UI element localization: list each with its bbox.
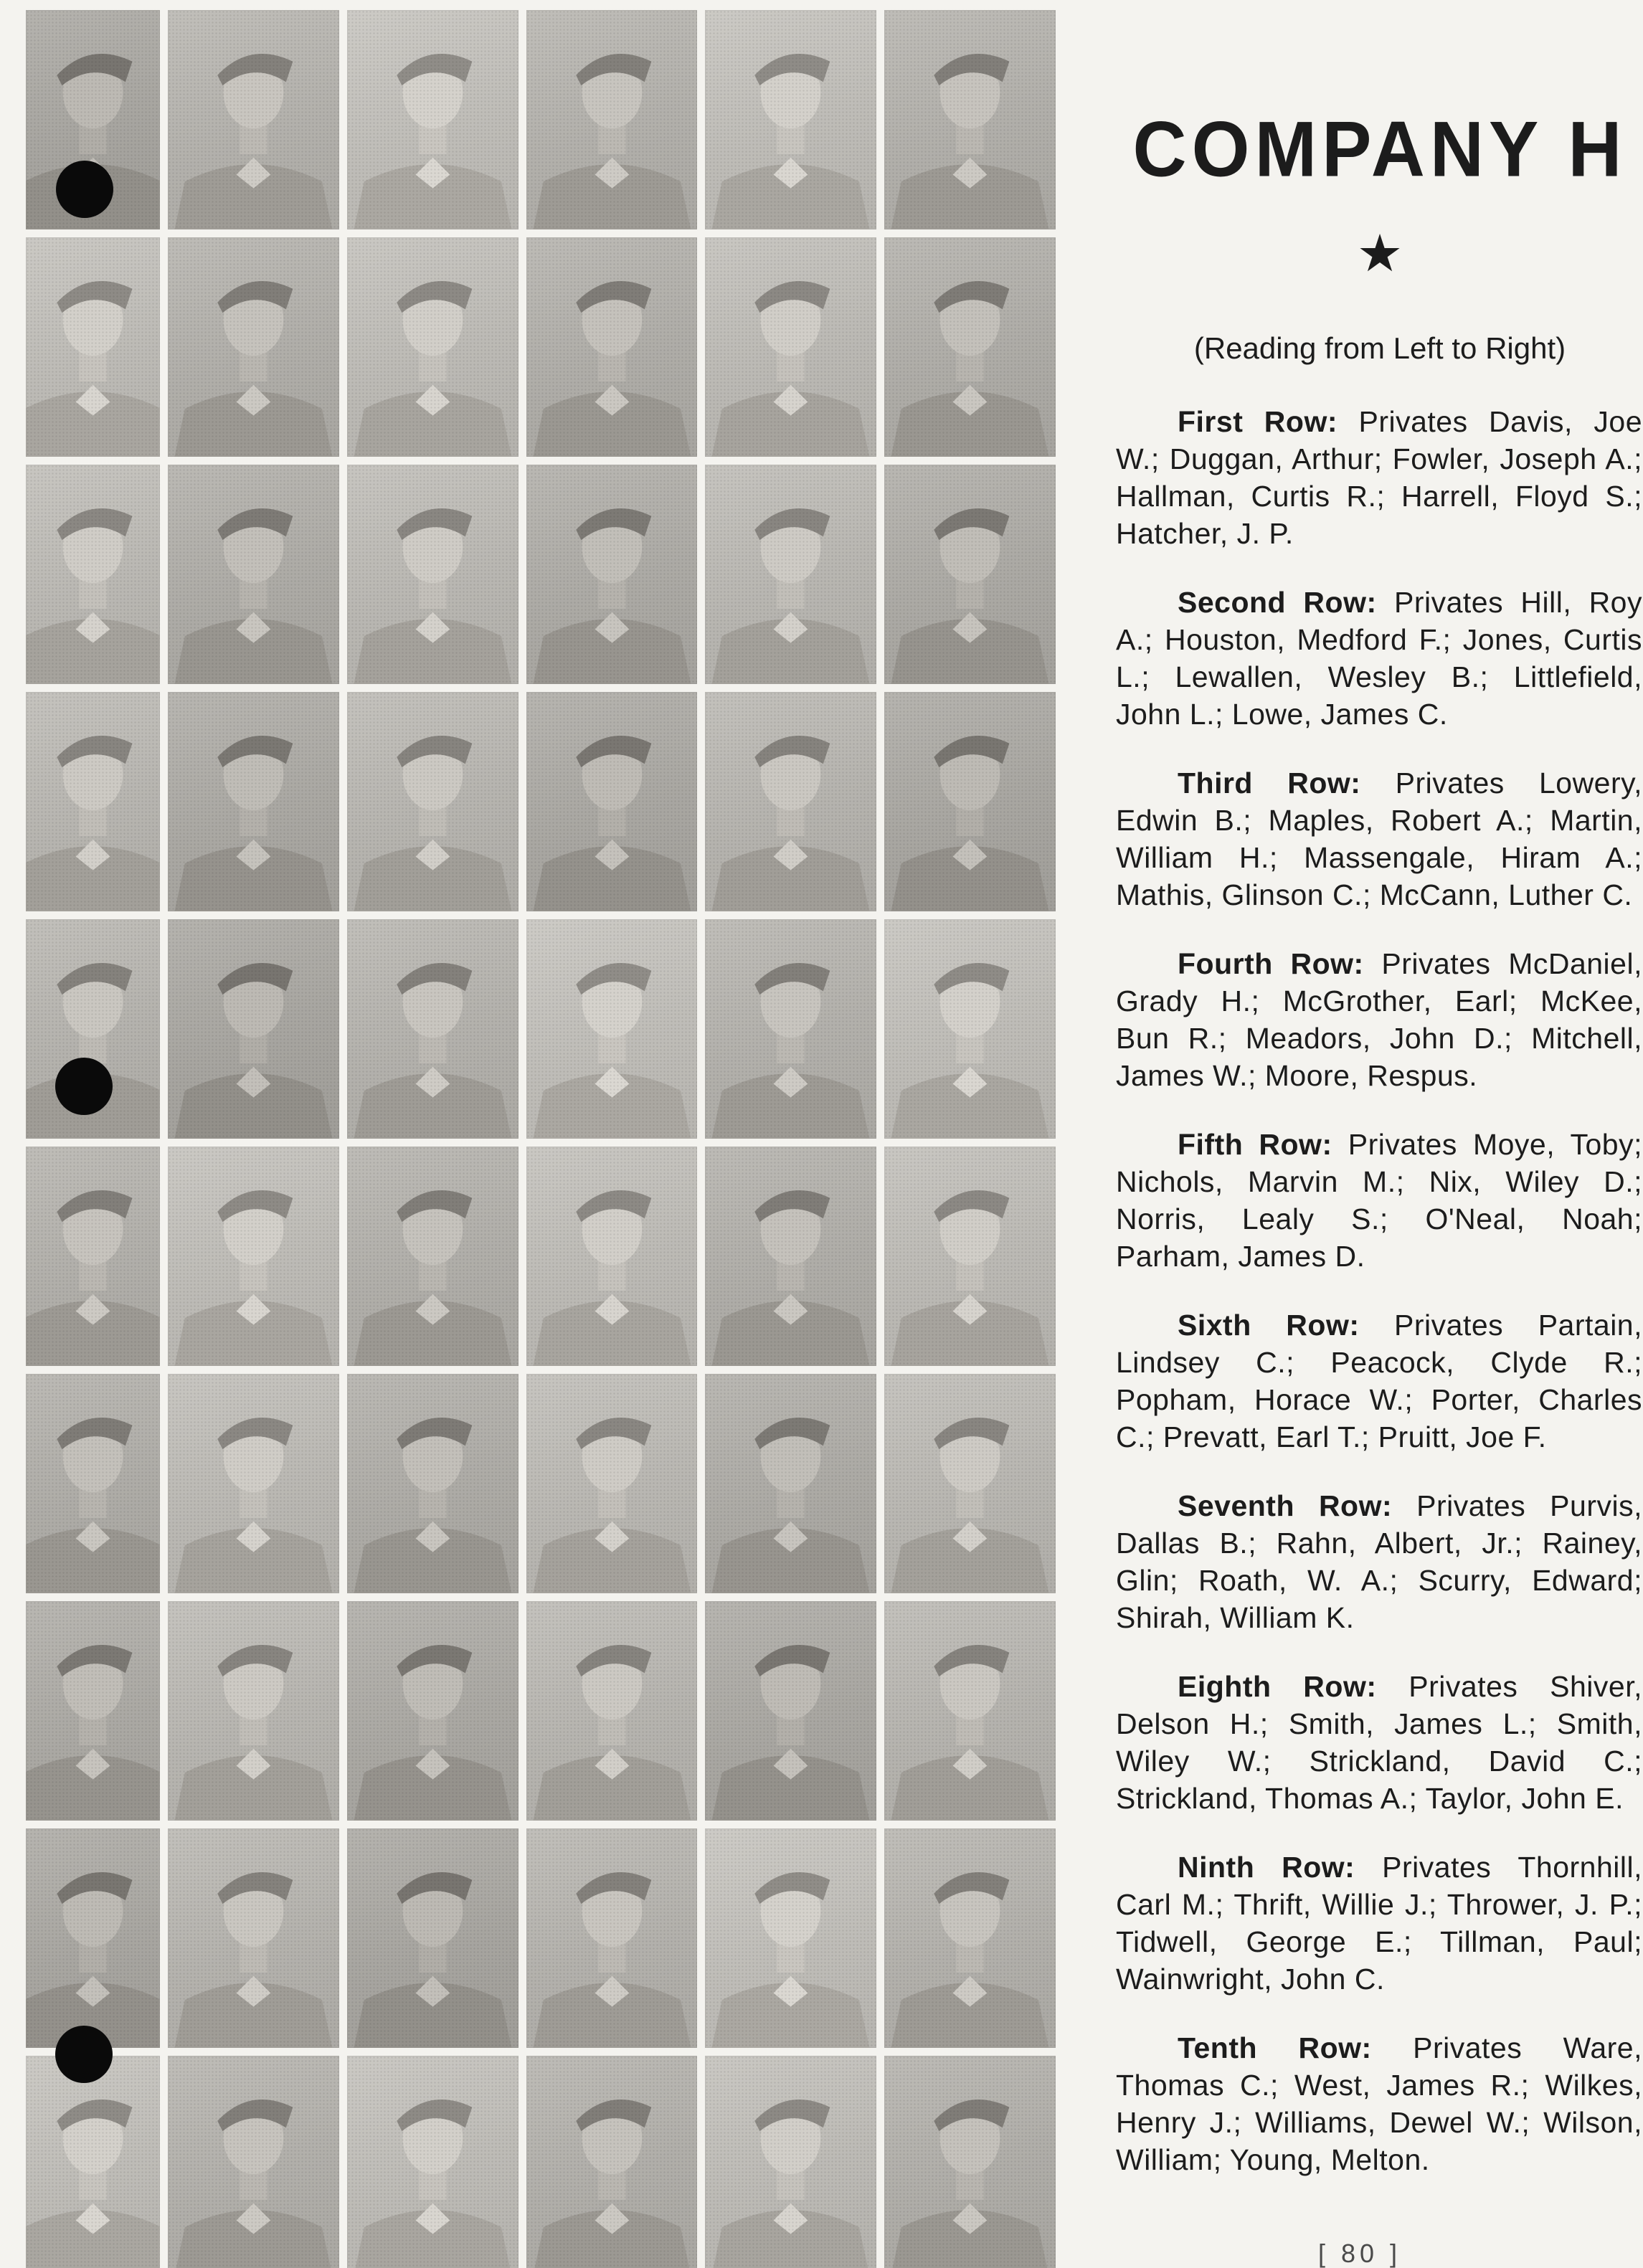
- portrait-photo: [26, 2056, 160, 2268]
- soldier-silhouette-icon: [884, 10, 1056, 229]
- portrait-photo: [168, 237, 339, 457]
- portrait-photo: [884, 237, 1056, 457]
- portrait-photo: [347, 692, 519, 911]
- roster-row-1: [1116, 403, 1642, 552]
- portrait-photo: [884, 919, 1056, 1139]
- soldier-silhouette-icon: [168, 1147, 339, 1366]
- portrait-photo: [26, 1374, 160, 1593]
- soldier-silhouette-icon: [884, 1374, 1056, 1593]
- portrait-photo: [526, 692, 698, 911]
- portrait-photo: [168, 2056, 339, 2268]
- row-label: Third Row:: [1178, 767, 1361, 800]
- soldier-silhouette-icon: [26, 1828, 160, 2048]
- soldier-silhouette-icon: [526, 465, 698, 684]
- soldier-silhouette-icon: [347, 1828, 519, 2048]
- soldier-silhouette-icon: [168, 2056, 339, 2268]
- portrait-photo: [884, 692, 1056, 911]
- row-names: Privates Ware, Thomas C.; West, James R.; Wilkes, Henry J.; Williams, Dewel W.; Wilson, William; Young, Melton.: [1116, 2031, 1642, 2176]
- roster-row-5: [1116, 1126, 1642, 1275]
- portrait-photo: [26, 465, 160, 684]
- portrait-photo: [526, 1828, 698, 2048]
- hole-punch: [55, 2026, 113, 2083]
- soldier-silhouette-icon: [705, 1601, 876, 1821]
- soldier-silhouette-icon: [168, 919, 339, 1139]
- soldier-silhouette-icon: [884, 919, 1056, 1139]
- soldier-silhouette-icon: [26, 1147, 160, 1366]
- soldier-silhouette-icon: [884, 1601, 1056, 1821]
- portrait-photo: [347, 10, 519, 229]
- portrait-photo: [526, 237, 698, 457]
- portrait-photo: [347, 1374, 519, 1593]
- reading-direction-note: (Reading from Left to Right): [1193, 331, 1566, 365]
- soldier-silhouette-icon: [168, 237, 339, 457]
- portrait-photo: [168, 1828, 339, 2048]
- soldier-silhouette-icon: [884, 1828, 1056, 2048]
- row-label: Eighth Row:: [1178, 1670, 1377, 1703]
- soldier-silhouette-icon: [168, 1828, 339, 2048]
- soldier-silhouette-icon: [347, 1601, 519, 1821]
- soldier-silhouette-icon: [526, 692, 698, 911]
- roster-row-10: [1116, 2029, 1642, 2178]
- soldier-silhouette-icon: [884, 1147, 1056, 1366]
- portrait-photo: [884, 465, 1056, 684]
- roster-row-6: [1116, 1306, 1642, 1456]
- soldier-silhouette-icon: [884, 465, 1056, 684]
- portrait-photo: [347, 1828, 519, 2048]
- portrait-photo: [705, 237, 876, 457]
- soldier-silhouette-icon: [705, 919, 876, 1139]
- soldier-silhouette-icon: [347, 1374, 519, 1593]
- portrait-photo: [526, 1601, 698, 1821]
- soldier-silhouette-icon: [168, 692, 339, 911]
- roster-row-7: [1116, 1487, 1642, 1636]
- row-names: Privates Moye, Toby; Nichols, Marvin M.; Nix, Wiley D.; Norris, Lealy S.; O'Neal, Noah; Parham, James D.: [1116, 1128, 1642, 1273]
- page-number: [ 80 ]: [1317, 2239, 1402, 2268]
- portrait-photo: [526, 1147, 698, 1366]
- soldier-silhouette-icon: [347, 2056, 519, 2268]
- portrait-photo: [26, 692, 160, 911]
- portrait-photo: [168, 919, 339, 1139]
- portrait-photo: [526, 1374, 698, 1593]
- portrait-photo: [347, 1147, 519, 1366]
- portrait-photo: [26, 237, 160, 457]
- soldier-silhouette-icon: [705, 10, 876, 229]
- soldier-silhouette-icon: [168, 465, 339, 684]
- portrait-photo: [526, 919, 698, 1139]
- portrait-photo: [168, 1147, 339, 1366]
- portrait-photo: [884, 10, 1056, 229]
- portrait-photo: [884, 1828, 1056, 2048]
- row-label: First Row:: [1178, 405, 1337, 438]
- page-title: COMPANY H: [1132, 106, 1627, 194]
- roster: [1116, 403, 1642, 2210]
- roster-row-9: [1116, 1849, 1642, 1998]
- portrait-photo: [705, 1374, 876, 1593]
- soldier-silhouette-icon: [884, 692, 1056, 911]
- row-label: Fourth Row:: [1178, 947, 1364, 980]
- soldier-silhouette-icon: [347, 919, 519, 1139]
- portrait-photo: [26, 1147, 160, 1366]
- portrait-photo: [705, 10, 876, 229]
- soldier-silhouette-icon: [705, 1374, 876, 1593]
- soldier-silhouette-icon: [705, 2056, 876, 2268]
- row-label: Ninth Row:: [1178, 1851, 1355, 1884]
- portrait-photo: [884, 1147, 1056, 1366]
- roster-row-3: [1116, 764, 1642, 914]
- soldier-silhouette-icon: [884, 237, 1056, 457]
- soldier-silhouette-icon: [526, 10, 698, 229]
- soldier-silhouette-icon: [347, 1147, 519, 1366]
- soldier-silhouette-icon: [26, 1374, 160, 1593]
- soldier-silhouette-icon: [168, 10, 339, 229]
- row-names: Privates Davis, Joe W.; Duggan, Arthur; Fowler, Joseph A.; Hallman, Curtis R.; Harrell, Floyd S.; Hatcher, J. P.: [1116, 405, 1642, 550]
- soldier-silhouette-icon: [884, 2056, 1056, 2268]
- soldier-silhouette-icon: [526, 1374, 698, 1593]
- soldier-silhouette-icon: [26, 692, 160, 911]
- roster-row-2: [1116, 584, 1642, 733]
- soldier-silhouette-icon: [705, 692, 876, 911]
- portrait-photo: [168, 10, 339, 229]
- portrait-photo: [26, 1828, 160, 2048]
- soldier-silhouette-icon: [526, 919, 698, 1139]
- soldier-silhouette-icon: [26, 237, 160, 457]
- soldier-silhouette-icon: [347, 10, 519, 229]
- soldier-silhouette-icon: [526, 2056, 698, 2268]
- portrait-photo: [705, 1147, 876, 1366]
- roster-row-8: [1116, 1668, 1642, 1817]
- portrait-photo: [705, 1828, 876, 2048]
- photo-grid: [26, 10, 1056, 2268]
- soldier-silhouette-icon: [168, 1374, 339, 1593]
- row-names: Privates Shiver, Delson H.; Smith, James L.; Smith, Wiley W.; Strickland, David C.; Strickland, Thomas A.; Taylor, John E.: [1116, 1670, 1642, 1815]
- portrait-photo: [347, 465, 519, 684]
- roster-row-4: [1116, 945, 1642, 1094]
- soldier-silhouette-icon: [26, 2056, 160, 2268]
- hole-punch: [56, 161, 113, 218]
- row-names: Privates Purvis, Dallas B.; Rahn, Albert, Jr.; Rainey, Glin; Roath, W. A.; Scurry, Edward; Shirah, William K.: [1116, 1489, 1642, 1634]
- portrait-photo: [26, 1601, 160, 1821]
- portrait-photo: [705, 1601, 876, 1821]
- portrait-photo: [526, 2056, 698, 2268]
- soldier-silhouette-icon: [526, 1147, 698, 1366]
- soldier-silhouette-icon: [26, 465, 160, 684]
- portrait-photo: [526, 10, 698, 229]
- row-label: Seventh Row:: [1178, 1489, 1393, 1522]
- caption-column: [1116, 0, 1643, 2268]
- portrait-photo: [168, 465, 339, 684]
- row-names: Privates Partain, Lindsey C.; Peacock, Clyde R.; Popham, Horace W.; Porter, Charles C.; Prevatt, Earl T.; Pruitt, Joe F.: [1116, 1309, 1642, 1453]
- row-label: Second Row:: [1178, 586, 1377, 619]
- soldier-silhouette-icon: [26, 1601, 160, 1821]
- row-names: Privates Lowery, Edwin B.; Maples, Robert A.; Martin, William H.; Massengale, Hiram A.; Mathis, Glinson C.; McCann, Luther C.: [1116, 767, 1642, 911]
- row-names: Privates McDaniel, Grady H.; McGrother, Earl; McKee, Bun R.; Meadors, John D.; Mitchell, James W.; Moore, Respus.: [1116, 947, 1642, 1092]
- soldier-silhouette-icon: [168, 1601, 339, 1821]
- portrait-photo: [884, 1374, 1056, 1593]
- row-names: Privates Hill, Roy A.; Houston, Medford F.; Jones, Curtis L.; Lewallen, Wesley B.; Littlefield, John L.; Lowe, James C.: [1116, 586, 1642, 731]
- portrait-photo: [884, 2056, 1056, 2268]
- row-label: Tenth Row:: [1178, 2031, 1372, 2064]
- soldier-silhouette-icon: [347, 465, 519, 684]
- portrait-photo: [347, 1601, 519, 1821]
- portrait-photo: [347, 919, 519, 1139]
- soldier-silhouette-icon: [526, 1828, 698, 2048]
- soldier-silhouette-icon: [526, 1601, 698, 1821]
- portrait-photo: [705, 465, 876, 684]
- soldier-silhouette-icon: [705, 1828, 876, 2048]
- hole-punch: [55, 1058, 113, 1115]
- portrait-photo: [168, 1374, 339, 1593]
- soldier-silhouette-icon: [705, 237, 876, 457]
- soldier-silhouette-icon: [347, 237, 519, 457]
- portrait-photo: [168, 1601, 339, 1821]
- row-names: Privates Thornhill, Carl M.; Thrift, Willie J.; Thrower, J. P.; Tidwell, George E.; Tillman, Paul; Wainwright, John C.: [1116, 1851, 1642, 1996]
- soldier-silhouette-icon: [526, 237, 698, 457]
- row-label: Sixth Row:: [1178, 1309, 1360, 1342]
- portrait-photo: [168, 692, 339, 911]
- portrait-photo: [347, 2056, 519, 2268]
- portrait-photo: [705, 2056, 876, 2268]
- portrait-photo: [705, 692, 876, 911]
- soldier-silhouette-icon: [347, 692, 519, 911]
- portrait-photo: [884, 1601, 1056, 1821]
- soldier-silhouette-icon: [705, 465, 876, 684]
- row-label: Fifth Row:: [1178, 1128, 1332, 1161]
- portrait-photo: [526, 465, 698, 684]
- soldier-silhouette-icon: [705, 1147, 876, 1366]
- portrait-photo: [347, 237, 519, 457]
- star-icon: ★: [1356, 225, 1403, 283]
- portrait-photo: [705, 919, 876, 1139]
